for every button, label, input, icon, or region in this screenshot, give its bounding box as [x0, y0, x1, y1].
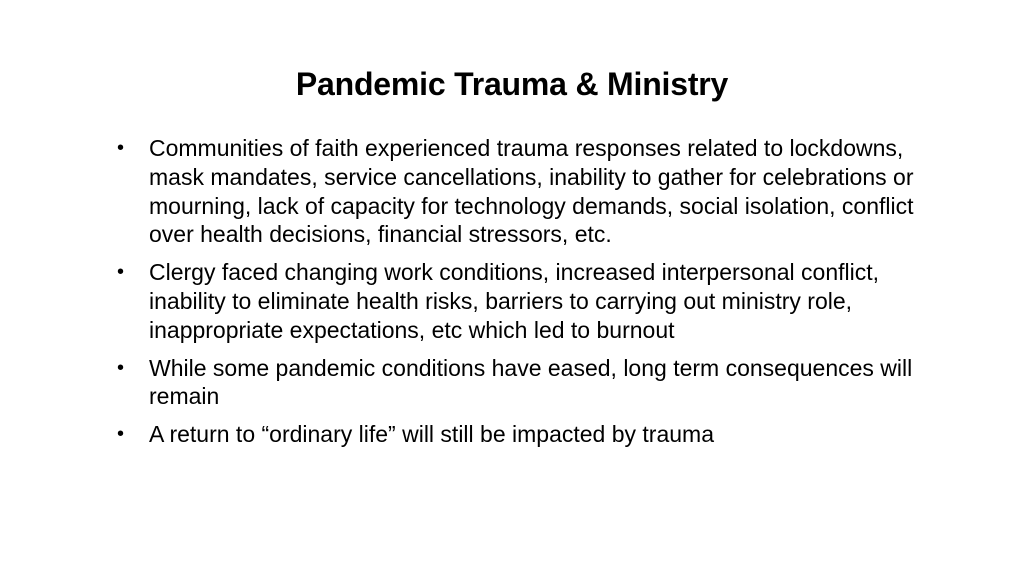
bullet-item — [117, 420, 917, 449]
bullet-icon: • — [117, 356, 125, 379]
bullet-item — [117, 354, 917, 412]
bullet-text: A return to “ordinary life” will still be impacted by trauma — [149, 421, 714, 448]
bullet-icon: • — [117, 261, 125, 284]
bullet-item — [117, 258, 917, 344]
bullet-text: While some pandemic conditions have eased, long term consequences will remain — [149, 354, 913, 410]
bullet-icon: • — [117, 423, 125, 446]
slide-title: Pandemic Trauma & Ministry — [295, 66, 729, 102]
bullet-text: Clergy faced changing work conditions, increased interpersonal conflict, inability to eliminate health risks, barriers to carrying out ministry role, inappropriate expectations, etc which led to burnout — [149, 259, 880, 343]
bullet-text: Communities of faith experienced trauma responses related to lockdowns, mask mandates, service cancellations, inability to gather for celebrations or mourning, lack of capacity for technology demands, social isolation, conflict over health decisions, financial stressors, etc. — [149, 135, 914, 248]
bullet-item — [117, 134, 917, 249]
bullet-list — [117, 134, 917, 458]
bullet-icon: • — [117, 137, 125, 159]
